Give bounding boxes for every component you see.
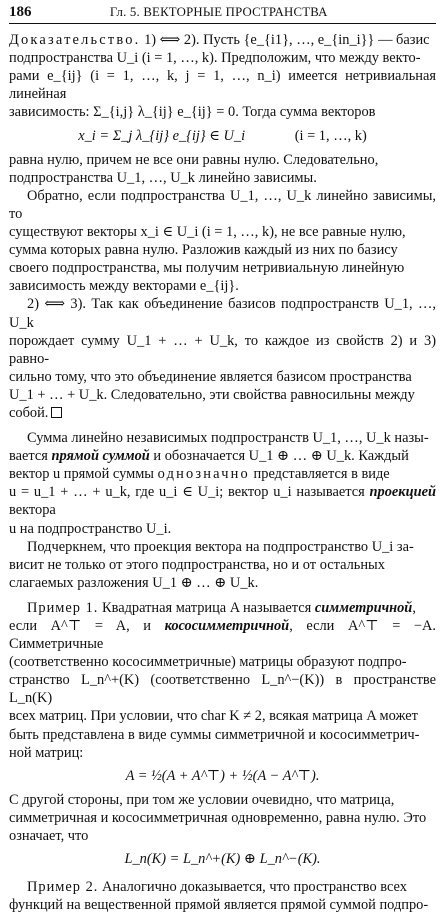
text-line: сумма которых равна нулю. Разложив каждый из них по базису [9,242,398,259]
example-label: Пример 2. [27,879,99,896]
equivalence-paragraph [9,295,436,422]
text-fragment: u = u_1 + … + u_k, где u_i ∈ U_i; вектор u_i называется [9,484,365,501]
remark-paragraph [9,538,436,592]
text-fragment: Квадратная матрица A называется [101,599,312,616]
proof-line: рами e_{ij} (i = 1, …, k, j = 1, …, n_i) имеется нетривиальная линейная [9,68,436,103]
text-fragment: и обозначается U_1 ⊕ … ⊕ U_k. Каждый [153,448,409,465]
text-fragment: представляется в виде [253,466,390,483]
text-fragment: вается [9,448,48,465]
proof-line: подпространства U_1, …, U_k линейно зависимы. [9,169,317,186]
qed-square-icon [51,407,62,418]
text-line: функций на вещественной прямой является прямой суммой подпро- [9,897,429,914]
text-fragment: , если A^⊤ = −A. Симметричные [9,618,436,653]
text-line: симметричная и кососимметричная одновременно, равна нулю. Это [9,809,427,826]
text-line: сильно тому, что это объединение является базисом пространства [9,368,412,385]
example-2 [9,878,436,914]
running-header [9,3,436,24]
text-fragment: вектора [9,502,56,519]
proof-line: подпространства U_i (i = 1, …, k). Предположим, что между векто- [9,50,421,67]
text-line: быть представлена в виде суммы симметричной и кососимметрич- [9,726,420,743]
text-line: своего подпространства, мы получим нетривиальную линейную [9,260,405,277]
text-line: ной матриц: [9,744,84,761]
example-label: Пример 1. [27,599,99,616]
text-fragment: Аналогично доказывается, что пространство всех [101,879,407,896]
text-line: Подчеркнем, что проекция вектора на подпространство U_i за- [27,538,414,555]
text-line: U_1 + … + U_k. Следовательно, эти свойства равносильны между [9,386,415,403]
proof-line: 1) ⟺ 2). Пусть {e_{i1}, …, e_{in_i}} — базис [144,32,430,49]
formula-body: x_i = Σ_j λ_{ij} e_{ij} ∈ U_i [78,127,246,144]
example-1: Пример 1. Квадратная матрица A называется симметричной, если A^⊤ = A, и кососимметричной, если A^⊤ = −A. Симметричные (соответственно кососимметричные) матрицы образуют подпро- странство L_n^+(K) (соответственно L_n^−(K)) в пространстве L_n(K) всех матриц. При условии, что char K ≠ 2, всякая матрица A может быть представлена в виде суммы симметричной и кососимметрич- ной матриц: A = ½(A + A^⊤) + ½(A − A^⊤). С другой стороны, при том же условии очевидно, что матрица, симметричная и кососимметричная одновременно, равна нулю. Это означает, что L_n(K) = L_n^+(K) ⊕ L_n^−(K). [9,599,436,868]
text-line: Сумма линейно независимых подпространств U_1, …, U_k назы- [27,430,429,447]
running-head-title: Гл. 5. ВЕКТОРНЫЕ ПРОСТРАНСТВА [109,5,328,19]
proof-line: зависимость: Σ_{i,j} λ_{ij} e_{ij} = 0. Тогда сумма векторов [9,104,376,121]
text-line: С другой стороны, при том же условии очевидно, что матрица, [9,791,395,808]
text-line: собой. [9,404,49,421]
proof-label: Доказательство. [9,32,141,49]
spaced-word: однозначно [157,466,250,483]
text-line: всех матриц. При условии, что char K ≠ 2, всякая матрица A может [9,708,418,725]
text-line: порождает сумму U_1 + … + U_k, то каждое из свойств 2) и 3) равно- [9,332,436,367]
display-formula [9,127,436,145]
formula-note: (i = 1, …, k) [294,127,367,144]
display-formula: L_n(K) = L_n^+(K) ⊕ L_n^−(K). [124,851,321,868]
text-line: зависимость между векторами e_{ij}. [9,278,239,295]
text-line: u на подпространство U_i. [9,520,172,537]
term-skew-symmetric: кососимметричной [164,618,290,634]
text-line: Обратно, если подпространства U_1, …, U_k линейно зависимы, то [9,187,436,222]
text-line: слагаемых разложения U_1 ⊕ … ⊕ U_k. [9,574,259,591]
direct-sum-definition [9,429,436,538]
text-line: висит не только от этого подпространства, но и от остальных [9,556,385,573]
text-fragment: вектор u прямой суммы [9,466,154,483]
display-formula: A = ½(A + A^⊤) + ½(A − A^⊤). [125,767,320,784]
converse-paragraph [9,187,436,296]
term-direct-sum: прямой суммой [51,448,150,465]
text-line: (соответственно кососимметричные) матрицы образуют подпро- [9,654,407,671]
text-fragment: если A^⊤ = A, и [9,618,151,634]
text-line: означает, что [9,828,89,845]
proof-paragraph [9,31,436,187]
term-symmetric: симметричной [314,599,413,616]
page-number: 186 [9,4,32,20]
term-projection: проекцией [369,484,436,501]
text-line: 2) ⟺ 3). Так как объединение базисов подпространств U_1, …, U_k [9,296,436,331]
text-line: существуют векторы x_i ∈ U_i (i = 1, …, k), не все равные нулю, [9,224,406,241]
proof-line: равна нулю, причем не все они равны нулю. Следовательно, [9,151,379,168]
text-line: странство L_n^+(K) (соответственно L_n^−(K)) в пространстве L_n(K) [9,672,436,707]
